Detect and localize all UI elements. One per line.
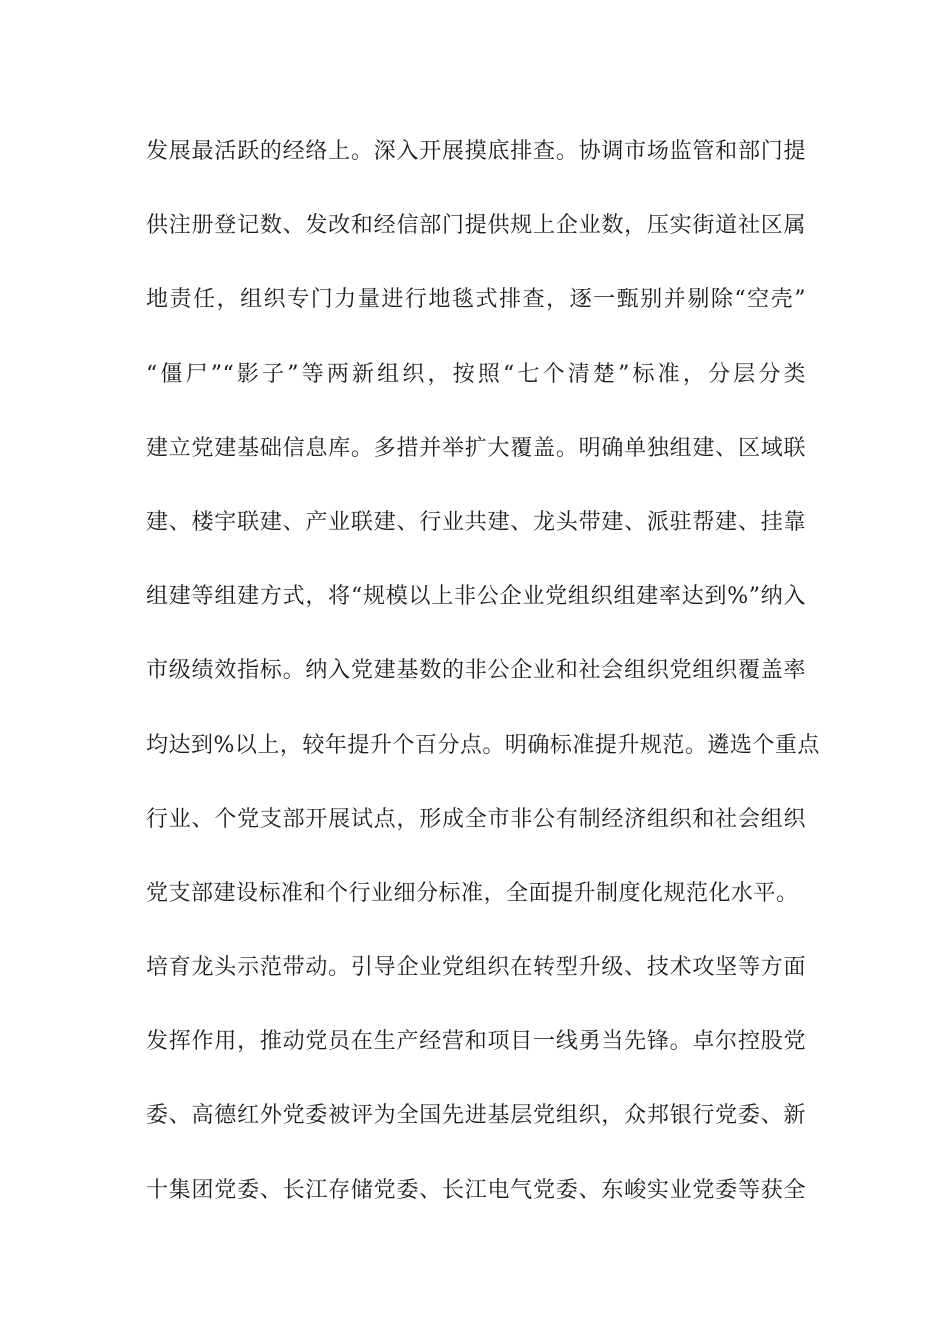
- text-line-5: 建立党建基础信息库。多措并举扩大覆盖。明确单独组建、区域联: [146, 435, 806, 461]
- text-line-13: 发挥作用，推动党员在生产经营和项目一线勇当先锋。卓尔控股党: [146, 1029, 806, 1055]
- text-line-12: 培育龙头示范带动。引导企业党组织在转型升级、技术攻坚等方面: [146, 955, 806, 981]
- text-line-4: “僵尸”“影子”等两新组织，按照“七个清楚”标准，分层分类: [146, 361, 806, 387]
- text-line-8: 市级绩效指标。纳入党建基数的非公企业和社会组织党组织覆盖率: [146, 658, 806, 684]
- text-line-7: 组建等组建方式，将“规模以上非公企业党组织组建率达到%”纳入: [146, 584, 806, 610]
- body-text: [146, 131, 820, 1244]
- text-line-3: 地责任，组织专门力量进行地毯式排查，逐一甄别并剔除“空壳”: [146, 287, 806, 313]
- text-line-14: 委、高德红外党委被评为全国先进基层党组织，众邦银行党委、新: [146, 1103, 806, 1129]
- text-line-10: 行业、个党支部开展试点，形成全市非公有制经济组织和社会组织: [146, 806, 806, 832]
- text-line-9: 均达到%以上，较年提升个百分点。明确标准提升规范。遴选个重点: [146, 732, 820, 758]
- text-line-6: 建、楼宇联建、产业联建、行业共建、龙头带建、派驻帮建、挂靠: [146, 509, 806, 535]
- text-line-11: 党支部建设标准和个行业细分标准，全面提升制度化规范化水平。: [146, 880, 799, 906]
- text-line-1: 发展最活跃的经络上。深入开展摸底排查。协调市场监管和部门提: [146, 139, 806, 164]
- text-line-15: 十集团党委、长江存储党委、长江电气党委、东峻实业党委等获全: [146, 1177, 806, 1203]
- text-line-2: 供注册登记数、发改和经信部门提供规上企业数，压实街道社区属: [146, 213, 806, 239]
